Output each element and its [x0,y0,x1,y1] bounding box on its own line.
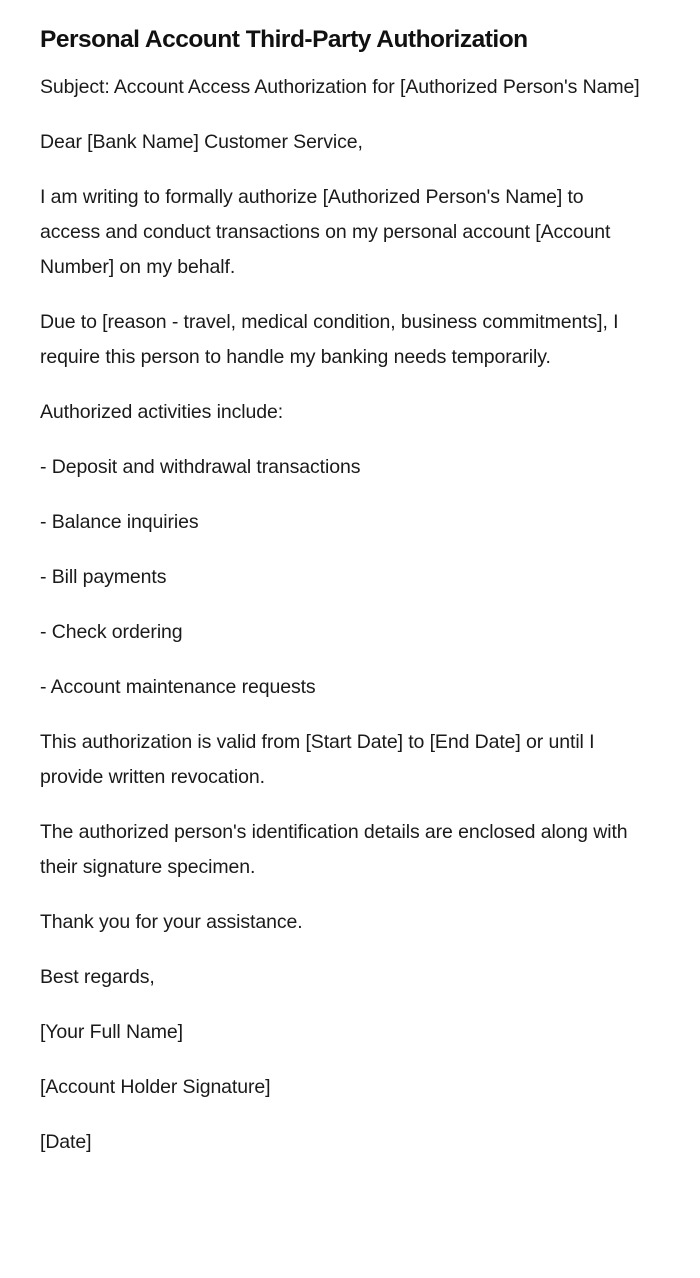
activities-heading: Authorized activities include: [40,401,284,423]
activity-item: - Balance inquiries [40,511,199,533]
signature-placeholder: [Account Holder Signature] [40,1076,271,1098]
document-title: Personal Account Third-Party Authorization [40,26,528,53]
thanks-line: Thank you for your assistance. [40,911,303,933]
salutation: Dear [Bank Name] Customer Service, [40,131,363,153]
activity-item: - Account maintenance requests [40,676,316,698]
activity-item: - Bill payments [40,566,167,588]
reason-paragraph: Due to [reason - travel, medical condition, business commitments], I require this person to handle my banking needs temporarily. [40,311,619,368]
closing-line: Best regards, [40,966,155,988]
subject-line: Subject: Account Access Authorization for [Authorized Person's Name] [40,76,640,98]
full-name-placeholder: [Your Full Name] [40,1021,183,1043]
identification-paragraph: The authorized person's identification details are enclosed along with their signature specimen. [40,821,628,878]
intro-paragraph: I am writing to formally authorize [Authorized Person's Name] to access and conduct transactions on my personal account [Account Number] on my behalf. [40,186,611,278]
date-placeholder: [Date] [40,1131,92,1153]
validity-paragraph: This authorization is valid from [Start Date] to [End Date] or until I provide written revocation. [40,731,595,788]
letter-document [40,22,640,1180]
activity-item: - Check ordering [40,621,183,643]
activity-item: - Deposit and withdrawal transactions [40,456,361,478]
